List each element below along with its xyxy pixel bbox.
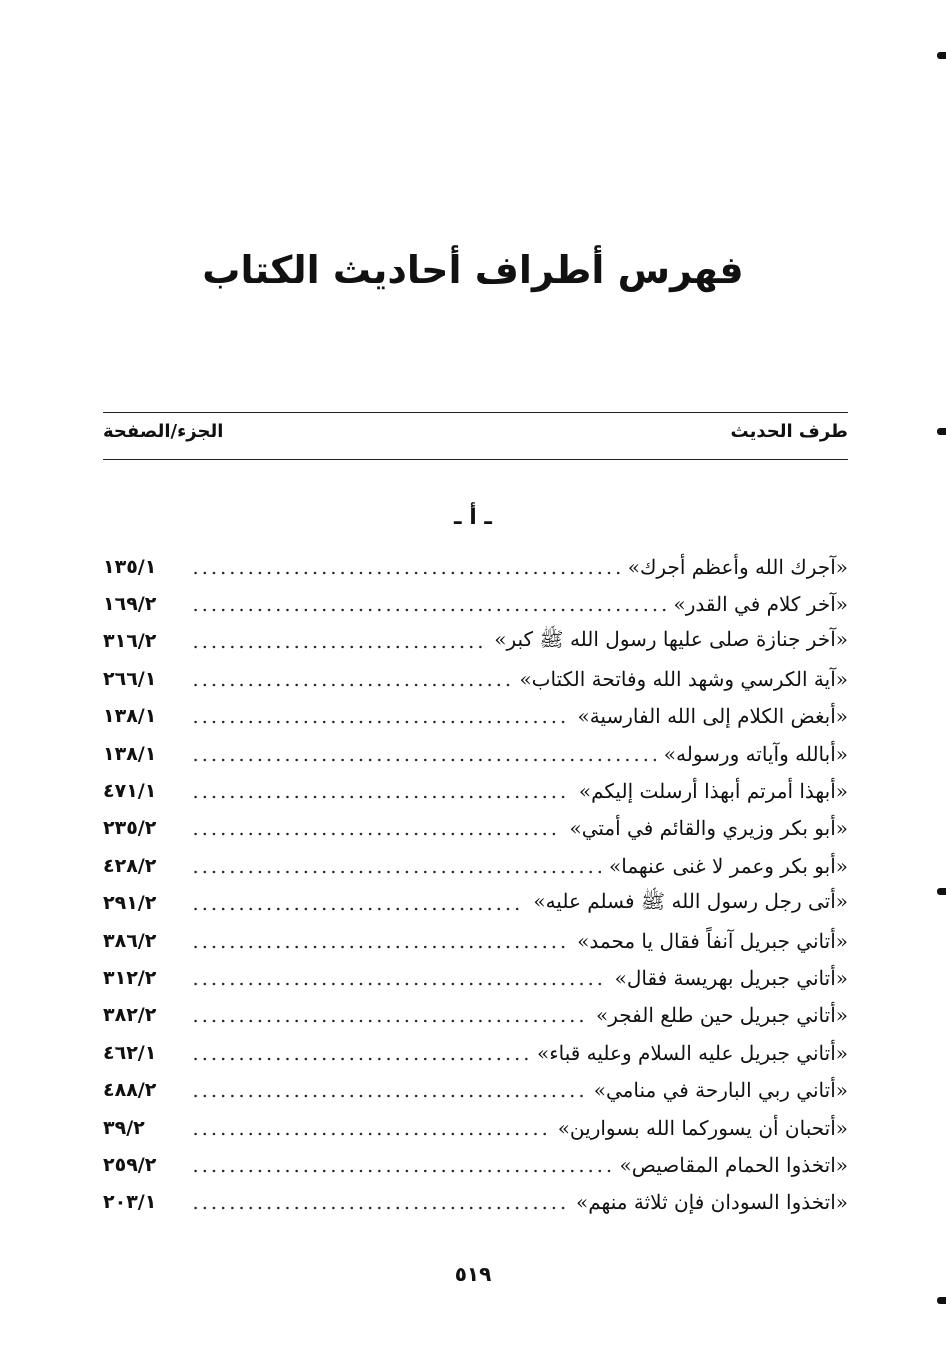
dot-leader: [191, 758, 656, 762]
entry-reference: ٢٦٦/١: [103, 667, 157, 690]
entry-reference: ٤٨٨/٢: [103, 1079, 157, 1102]
page-title: فهرس أطراف أحاديث الكتاب: [202, 248, 744, 292]
index-entry: [103, 698, 848, 735]
dot-leader: [191, 571, 620, 575]
entry-hadith-text: «آية الكرسي وشهد الله وفاتحة الكتاب»: [519, 666, 848, 691]
dot-leader: [191, 945, 569, 949]
dot-leader: [191, 1132, 550, 1136]
dot-leader: [191, 832, 561, 836]
entry-hadith-text: «اتخذوا الحمام المقاصيص»: [619, 1152, 848, 1177]
entry-reference: ١٣٨/١: [103, 705, 157, 728]
entry-hadith-text: «أبغض الكلام إلى الله الفارسية»: [577, 704, 848, 729]
index-header: [103, 421, 848, 449]
entry-reference: ٣١٦/٢: [103, 630, 157, 653]
entry-hadith-text: «آخر كلام في القدر»: [673, 592, 848, 617]
hadith-column-label: طرف الحديث: [730, 421, 848, 442]
dot-leader: [191, 645, 486, 649]
entry-hadith-text: «أبو بكر وعمر لا غنى عنهما»: [609, 853, 848, 878]
entry-hadith-text: «أتاني جبريل عليه السلام وعليه قباء»: [536, 1040, 848, 1065]
entry-reference: ١٦٩/٢: [103, 593, 157, 616]
entry-hadith-text: «أتاني ربي البارحة في منامي»: [593, 1078, 848, 1103]
header-bottom-rule: [103, 459, 848, 460]
scan-edge-mark: [937, 1297, 946, 1304]
entry-hadith-text: «آخر جنازة صلى عليها رسول الله ﷺ كبر»: [494, 626, 848, 651]
entry-reference: ٣٩/٢: [103, 1116, 145, 1139]
index-entry: [103, 1184, 848, 1221]
entry-reference: ٢٥٩/٢: [103, 1153, 157, 1176]
entry-reference: ٤٧١/١: [103, 780, 157, 803]
index-entry: [103, 885, 848, 922]
entry-reference: ٢٣٥/٢: [103, 817, 157, 840]
dot-leader: [191, 795, 571, 799]
entry-reference: ٢٩١/٢: [103, 892, 157, 915]
entry-hadith-text: «اتخذوا السودان فإن ثلاثة منهم»: [575, 1190, 848, 1215]
entry-reference: ١٣٨/١: [103, 742, 157, 765]
dot-leader: [191, 1057, 529, 1061]
index-entries: [103, 548, 848, 1221]
dot-leader: [191, 907, 525, 911]
scan-edge-mark: [937, 428, 946, 435]
index-entry: [103, 735, 848, 772]
index-entry: [103, 997, 848, 1034]
entry-hadith-text: «أتحبان أن يسوركما الله بسوارين»: [557, 1115, 848, 1140]
index-entry: [103, 1071, 848, 1108]
dot-leader: [191, 1094, 586, 1098]
index-entry: [103, 548, 848, 585]
section-letter-heading: ـ أ ـ: [454, 505, 492, 530]
header-top-rule: [103, 412, 848, 413]
index-entry: [103, 660, 848, 697]
index-entry: [103, 772, 848, 809]
entry-hadith-text: «أتاني جبريل حين طلع الفجر»: [595, 1003, 848, 1028]
dot-leader: [191, 982, 607, 986]
index-entry: [103, 1034, 848, 1071]
entry-reference: ٣٨٦/٢: [103, 929, 157, 952]
entry-hadith-text: «أتى رجل رسول الله ﷺ فسلم عليه»: [533, 888, 848, 913]
index-entry: [103, 922, 848, 959]
index-entry: [103, 810, 848, 847]
dot-leader: [191, 683, 511, 687]
entry-reference: ٣١٢/٢: [103, 966, 157, 989]
dot-leader: [191, 1206, 568, 1210]
entry-reference: ٢٠٣/١: [103, 1191, 157, 1214]
entry-reference: ١٣٥/١: [103, 555, 157, 578]
entry-hadith-text: «آجرك الله وأعظم أجرك»: [627, 554, 848, 579]
entry-hadith-text: «أتاني جبريل بهريسة فقال»: [614, 965, 848, 990]
reference-column-label: الجزء/الصفحة: [103, 421, 224, 442]
scan-edge-mark: [937, 52, 946, 59]
entry-hadith-text: «أبهذا أمرتم أبهذا أرسلت إليكم»: [578, 779, 848, 804]
page-number: ٥١٩: [454, 1262, 492, 1286]
index-entry: [103, 585, 848, 622]
dot-leader: [191, 870, 601, 874]
dot-leader: [191, 608, 666, 612]
dot-leader: [191, 1169, 612, 1173]
index-entry: [103, 1146, 848, 1183]
scan-edge-mark: [937, 888, 946, 895]
entry-hadith-text: «أبالله وآياته ورسوله»: [663, 741, 848, 766]
entry-hadith-text: «أبو بكر وزيري والقائم في أمتي»: [569, 816, 848, 841]
index-entry: [103, 847, 848, 884]
dot-leader: [191, 1019, 588, 1023]
entry-reference: ٣٨٢/٢: [103, 1004, 157, 1027]
index-entry: [103, 959, 848, 996]
index-entry: [103, 1109, 848, 1146]
entry-reference: ٤٢٨/٢: [103, 854, 157, 877]
entry-hadith-text: «أتاني جبريل آنفاً فقال يا محمد»: [577, 928, 848, 953]
index-entry: [103, 623, 848, 660]
dot-leader: [191, 720, 569, 724]
entry-reference: ٤٦٢/١: [103, 1041, 157, 1064]
